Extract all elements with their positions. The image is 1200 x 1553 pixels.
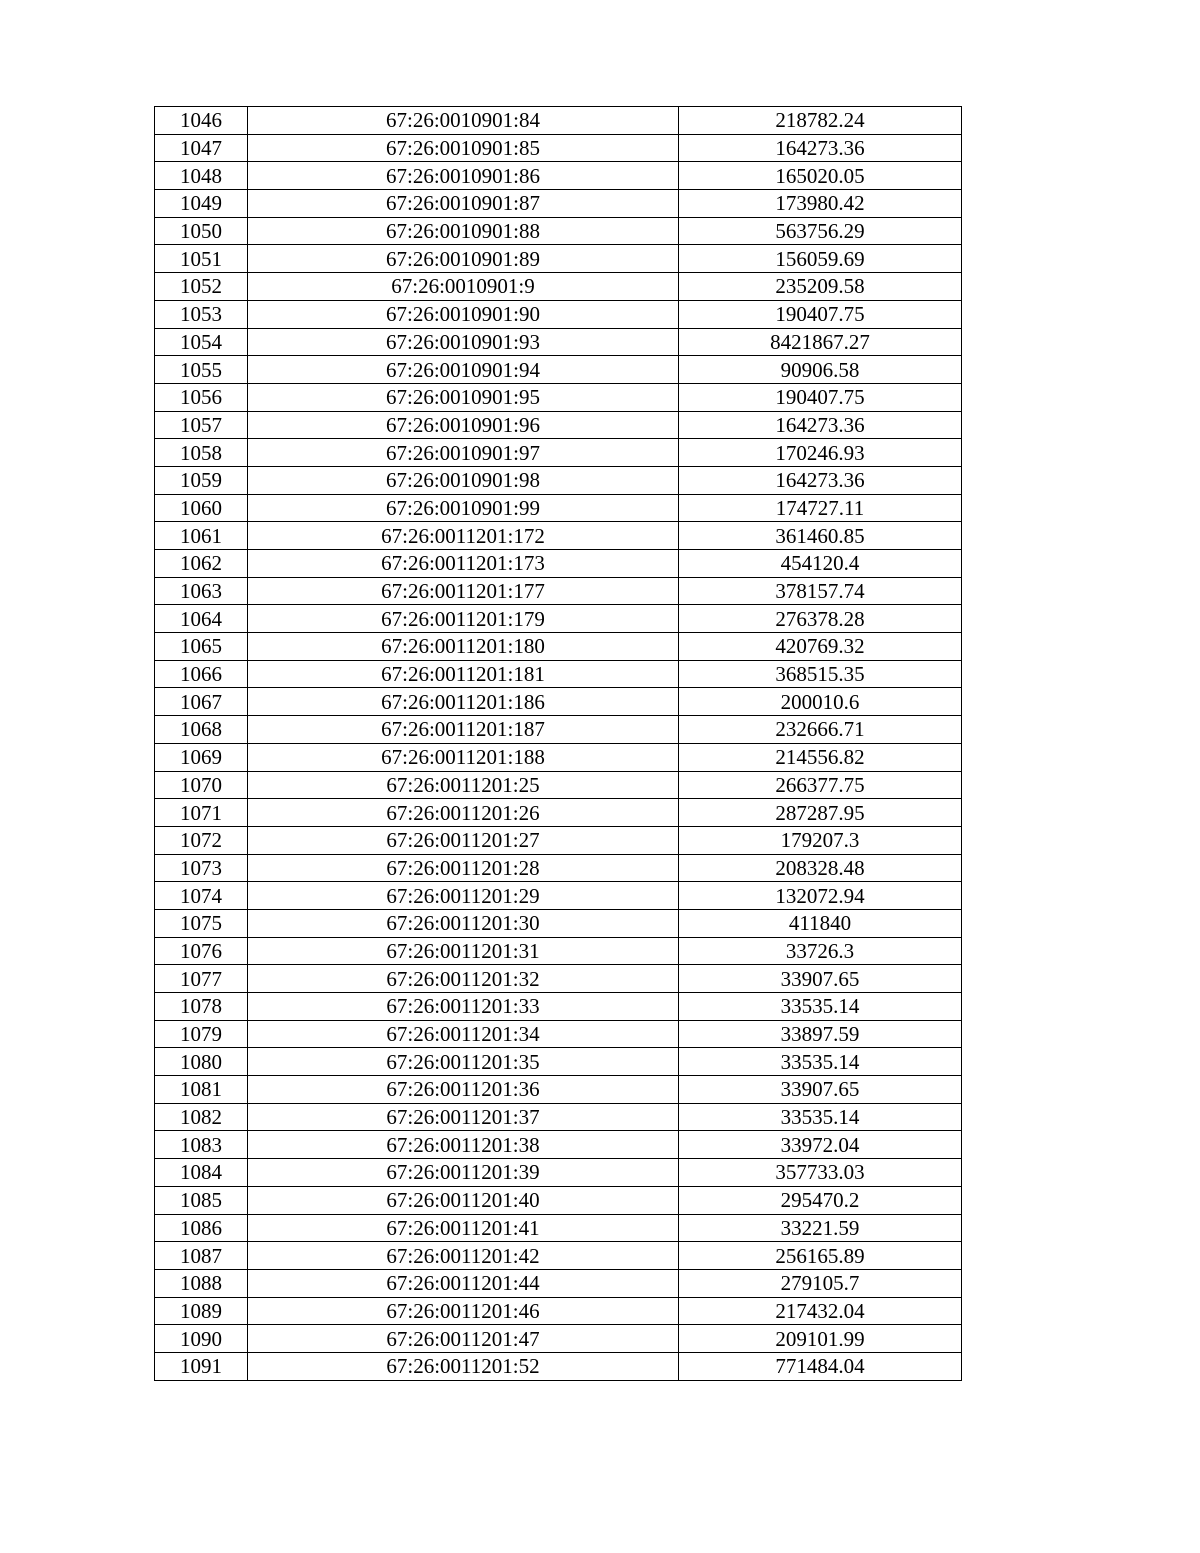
cadastral-value-cell: 33535.14 bbox=[679, 1048, 962, 1076]
table-row bbox=[155, 1159, 962, 1187]
table-row bbox=[155, 1020, 962, 1048]
table-row bbox=[155, 771, 962, 799]
cadastral-value-cell: 361460.85 bbox=[679, 522, 962, 550]
row-number-cell: 1080 bbox=[155, 1048, 248, 1076]
cadastral-number-cell: 67:26:0011201:41 bbox=[248, 1214, 679, 1242]
table-row bbox=[155, 550, 962, 578]
cadastral-value-cell: 33535.14 bbox=[679, 1103, 962, 1131]
cadastral-number-cell: 67:26:0010901:84 bbox=[248, 107, 679, 135]
row-number-cell: 1079 bbox=[155, 1020, 248, 1048]
row-number-cell: 1049 bbox=[155, 190, 248, 218]
table-row bbox=[155, 1352, 962, 1380]
cadastral-number-cell: 67:26:0011201:42 bbox=[248, 1242, 679, 1270]
row-number-cell: 1061 bbox=[155, 522, 248, 550]
cadastral-value-cell: 90906.58 bbox=[679, 356, 962, 384]
table-row bbox=[155, 245, 962, 273]
cadastral-value-cell: 295470.2 bbox=[679, 1186, 962, 1214]
table-row bbox=[155, 743, 962, 771]
cadastral-value-cell: 276378.28 bbox=[679, 605, 962, 633]
row-number-cell: 1071 bbox=[155, 799, 248, 827]
table-row bbox=[155, 411, 962, 439]
table-row bbox=[155, 965, 962, 993]
row-number-cell: 1090 bbox=[155, 1325, 248, 1353]
table-row bbox=[155, 273, 962, 301]
cadastral-number-cell: 67:26:0011201:30 bbox=[248, 909, 679, 937]
cadastral-number-cell: 67:26:0011201:31 bbox=[248, 937, 679, 965]
table-row bbox=[155, 1269, 962, 1297]
table-row bbox=[155, 799, 962, 827]
cadastral-value-cell: 454120.4 bbox=[679, 550, 962, 578]
cadastral-number-cell: 67:26:0011201:39 bbox=[248, 1159, 679, 1187]
cadastral-number-cell: 67:26:0010901:97 bbox=[248, 439, 679, 467]
row-number-cell: 1058 bbox=[155, 439, 248, 467]
table-body bbox=[155, 107, 962, 1381]
row-number-cell: 1083 bbox=[155, 1131, 248, 1159]
row-number-cell: 1051 bbox=[155, 245, 248, 273]
cadastral-value-cell: 279105.7 bbox=[679, 1269, 962, 1297]
table-row bbox=[155, 909, 962, 937]
cadastral-value-cell: 200010.6 bbox=[679, 688, 962, 716]
cadastral-number-cell: 67:26:0010901:86 bbox=[248, 162, 679, 190]
table-row bbox=[155, 383, 962, 411]
row-number-cell: 1076 bbox=[155, 937, 248, 965]
cadastral-number-cell: 67:26:0010901:88 bbox=[248, 217, 679, 245]
row-number-cell: 1057 bbox=[155, 411, 248, 439]
cadastral-number-cell: 67:26:0011201:181 bbox=[248, 660, 679, 688]
row-number-cell: 1047 bbox=[155, 134, 248, 162]
table-row bbox=[155, 522, 962, 550]
cadastral-value-cell: 132072.94 bbox=[679, 882, 962, 910]
cadastral-value-cell: 174727.11 bbox=[679, 494, 962, 522]
table-row bbox=[155, 1048, 962, 1076]
table-row bbox=[155, 854, 962, 882]
cadastral-value-cell: 170246.93 bbox=[679, 439, 962, 467]
cadastral-number-cell: 67:26:0011201:29 bbox=[248, 882, 679, 910]
cadastral-value-cell: 165020.05 bbox=[679, 162, 962, 190]
row-number-cell: 1056 bbox=[155, 383, 248, 411]
cadastral-value-cell: 33972.04 bbox=[679, 1131, 962, 1159]
table-row bbox=[155, 1297, 962, 1325]
cadastral-number-cell: 67:26:0011201:35 bbox=[248, 1048, 679, 1076]
cadastral-number-cell: 67:26:0011201:36 bbox=[248, 1076, 679, 1104]
row-number-cell: 1084 bbox=[155, 1159, 248, 1187]
table-row bbox=[155, 134, 962, 162]
cadastral-number-cell: 67:26:0011201:25 bbox=[248, 771, 679, 799]
row-number-cell: 1082 bbox=[155, 1103, 248, 1131]
cadastral-value-cell: 217432.04 bbox=[679, 1297, 962, 1325]
row-number-cell: 1066 bbox=[155, 660, 248, 688]
cadastral-number-cell: 67:26:0011201:27 bbox=[248, 826, 679, 854]
table-row bbox=[155, 1103, 962, 1131]
row-number-cell: 1072 bbox=[155, 826, 248, 854]
cadastral-number-cell: 67:26:0010901:99 bbox=[248, 494, 679, 522]
cadastral-value-cell: 232666.71 bbox=[679, 716, 962, 744]
cadastral-number-cell: 67:26:0011201:187 bbox=[248, 716, 679, 744]
row-number-cell: 1053 bbox=[155, 300, 248, 328]
cadastral-number-cell: 67:26:0011201:46 bbox=[248, 1297, 679, 1325]
cadastral-value-cell: 214556.82 bbox=[679, 743, 962, 771]
cadastral-value-cell: 357733.03 bbox=[679, 1159, 962, 1187]
table-row bbox=[155, 328, 962, 356]
row-number-cell: 1088 bbox=[155, 1269, 248, 1297]
cadastral-number-cell: 67:26:0011201:44 bbox=[248, 1269, 679, 1297]
cadastral-value-cell: 33726.3 bbox=[679, 937, 962, 965]
row-number-cell: 1078 bbox=[155, 993, 248, 1021]
table-row bbox=[155, 826, 962, 854]
table-row bbox=[155, 716, 962, 744]
row-number-cell: 1059 bbox=[155, 466, 248, 494]
table-row bbox=[155, 217, 962, 245]
cadastral-number-cell: 67:26:0011201:179 bbox=[248, 605, 679, 633]
row-number-cell: 1087 bbox=[155, 1242, 248, 1270]
table-row bbox=[155, 633, 962, 661]
cadastral-number-cell: 67:26:0010901:87 bbox=[248, 190, 679, 218]
row-number-cell: 1063 bbox=[155, 577, 248, 605]
cadastral-value-cell: 164273.36 bbox=[679, 411, 962, 439]
row-number-cell: 1074 bbox=[155, 882, 248, 910]
cadastral-number-cell: 67:26:0011201:186 bbox=[248, 688, 679, 716]
table-row bbox=[155, 882, 962, 910]
cadastral-number-cell: 67:26:0010901:89 bbox=[248, 245, 679, 273]
table-row bbox=[155, 1076, 962, 1104]
cadastral-number-cell: 67:26:0011201:37 bbox=[248, 1103, 679, 1131]
row-number-cell: 1070 bbox=[155, 771, 248, 799]
cadastral-number-cell: 67:26:0010901:9 bbox=[248, 273, 679, 301]
table-row bbox=[155, 1214, 962, 1242]
cadastral-value-cell: 33535.14 bbox=[679, 993, 962, 1021]
table-row bbox=[155, 937, 962, 965]
row-number-cell: 1062 bbox=[155, 550, 248, 578]
cadastral-value-cell: 33907.65 bbox=[679, 965, 962, 993]
table-row bbox=[155, 1242, 962, 1270]
cadastral-number-cell: 67:26:0011201:188 bbox=[248, 743, 679, 771]
cadastral-number-cell: 67:26:0011201:28 bbox=[248, 854, 679, 882]
cadastral-number-cell: 67:26:0010901:93 bbox=[248, 328, 679, 356]
row-number-cell: 1089 bbox=[155, 1297, 248, 1325]
row-number-cell: 1086 bbox=[155, 1214, 248, 1242]
table-row bbox=[155, 605, 962, 633]
cadastral-value-table bbox=[154, 106, 962, 1381]
table-row bbox=[155, 300, 962, 328]
cadastral-value-cell: 164273.36 bbox=[679, 466, 962, 494]
row-number-cell: 1067 bbox=[155, 688, 248, 716]
row-number-cell: 1081 bbox=[155, 1076, 248, 1104]
table-row bbox=[155, 577, 962, 605]
cadastral-value-cell: 8421867.27 bbox=[679, 328, 962, 356]
cadastral-value-cell: 179207.3 bbox=[679, 826, 962, 854]
cadastral-number-cell: 67:26:0011201:173 bbox=[248, 550, 679, 578]
cadastral-number-cell: 67:26:0010901:95 bbox=[248, 383, 679, 411]
cadastral-number-cell: 67:26:0011201:34 bbox=[248, 1020, 679, 1048]
cadastral-number-cell: 67:26:0010901:96 bbox=[248, 411, 679, 439]
row-number-cell: 1077 bbox=[155, 965, 248, 993]
cadastral-number-cell: 67:26:0011201:32 bbox=[248, 965, 679, 993]
row-number-cell: 1085 bbox=[155, 1186, 248, 1214]
cadastral-number-cell: 67:26:0011201:40 bbox=[248, 1186, 679, 1214]
cadastral-value-cell: 256165.89 bbox=[679, 1242, 962, 1270]
cadastral-value-cell: 378157.74 bbox=[679, 577, 962, 605]
cadastral-number-cell: 67:26:0011201:180 bbox=[248, 633, 679, 661]
row-number-cell: 1060 bbox=[155, 494, 248, 522]
cadastral-number-cell: 67:26:0010901:94 bbox=[248, 356, 679, 384]
table-row bbox=[155, 466, 962, 494]
cadastral-value-cell: 420769.32 bbox=[679, 633, 962, 661]
cadastral-number-cell: 67:26:0010901:98 bbox=[248, 466, 679, 494]
cadastral-number-cell: 67:26:0011201:52 bbox=[248, 1352, 679, 1380]
row-number-cell: 1050 bbox=[155, 217, 248, 245]
cadastral-value-cell: 190407.75 bbox=[679, 383, 962, 411]
cadastral-value-cell: 563756.29 bbox=[679, 217, 962, 245]
table-row bbox=[155, 494, 962, 522]
cadastral-value-cell: 287287.95 bbox=[679, 799, 962, 827]
row-number-cell: 1073 bbox=[155, 854, 248, 882]
cadastral-number-cell: 67:26:0011201:172 bbox=[248, 522, 679, 550]
table-row bbox=[155, 107, 962, 135]
row-number-cell: 1054 bbox=[155, 328, 248, 356]
table-row bbox=[155, 162, 962, 190]
cadastral-number-cell: 67:26:0011201:38 bbox=[248, 1131, 679, 1159]
row-number-cell: 1091 bbox=[155, 1352, 248, 1380]
cadastral-value-cell: 208328.48 bbox=[679, 854, 962, 882]
row-number-cell: 1075 bbox=[155, 909, 248, 937]
table-row bbox=[155, 1325, 962, 1353]
cadastral-value-cell: 156059.69 bbox=[679, 245, 962, 273]
table-row bbox=[155, 1131, 962, 1159]
row-number-cell: 1055 bbox=[155, 356, 248, 384]
cadastral-number-cell: 67:26:0011201:177 bbox=[248, 577, 679, 605]
row-number-cell: 1068 bbox=[155, 716, 248, 744]
cadastral-value-cell: 33907.65 bbox=[679, 1076, 962, 1104]
row-number-cell: 1048 bbox=[155, 162, 248, 190]
table-row bbox=[155, 660, 962, 688]
cadastral-number-cell: 67:26:0011201:47 bbox=[248, 1325, 679, 1353]
cadastral-value-cell: 33897.59 bbox=[679, 1020, 962, 1048]
cadastral-value-cell: 411840 bbox=[679, 909, 962, 937]
row-number-cell: 1065 bbox=[155, 633, 248, 661]
table-row bbox=[155, 439, 962, 467]
table-row bbox=[155, 356, 962, 384]
cadastral-value-cell: 266377.75 bbox=[679, 771, 962, 799]
cadastral-value-cell: 190407.75 bbox=[679, 300, 962, 328]
table-row bbox=[155, 688, 962, 716]
cadastral-number-cell: 67:26:0010901:90 bbox=[248, 300, 679, 328]
cadastral-value-cell: 368515.35 bbox=[679, 660, 962, 688]
cadastral-value-cell: 235209.58 bbox=[679, 273, 962, 301]
row-number-cell: 1052 bbox=[155, 273, 248, 301]
cadastral-value-cell: 209101.99 bbox=[679, 1325, 962, 1353]
table-row bbox=[155, 190, 962, 218]
row-number-cell: 1064 bbox=[155, 605, 248, 633]
cadastral-value-cell: 173980.42 bbox=[679, 190, 962, 218]
cadastral-value-cell: 164273.36 bbox=[679, 134, 962, 162]
cadastral-number-cell: 67:26:0011201:26 bbox=[248, 799, 679, 827]
row-number-cell: 1046 bbox=[155, 107, 248, 135]
cadastral-number-cell: 67:26:0010901:85 bbox=[248, 134, 679, 162]
table-row bbox=[155, 1186, 962, 1214]
row-number-cell: 1069 bbox=[155, 743, 248, 771]
cadastral-value-cell: 771484.04 bbox=[679, 1352, 962, 1380]
table-row bbox=[155, 993, 962, 1021]
cadastral-number-cell: 67:26:0011201:33 bbox=[248, 993, 679, 1021]
cadastral-value-cell: 33221.59 bbox=[679, 1214, 962, 1242]
cadastral-value-cell: 218782.24 bbox=[679, 107, 962, 135]
